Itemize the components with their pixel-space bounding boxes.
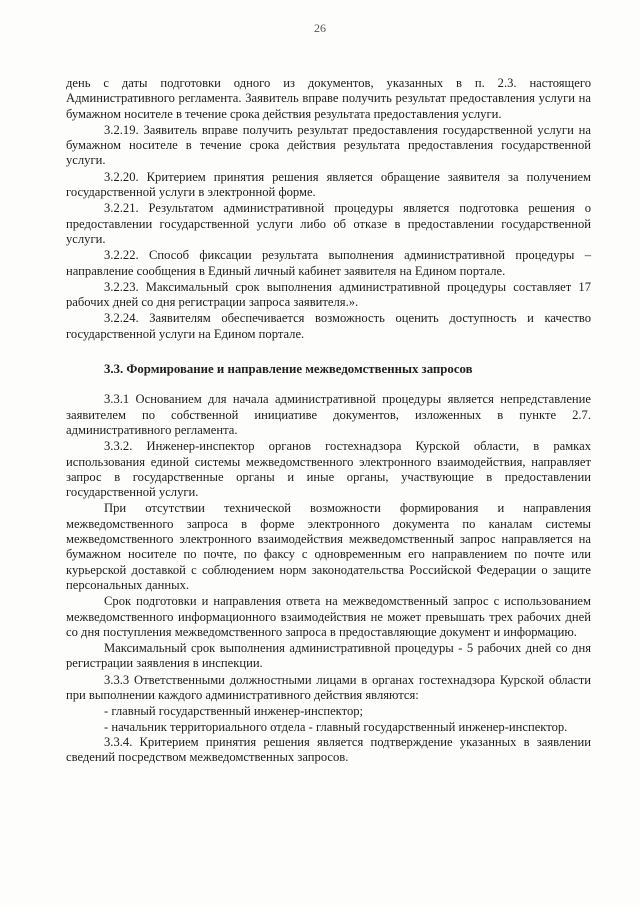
list-item: - начальник территориального отдела - главный государственный инженер-инспектор.	[104, 719, 568, 734]
paragraph-no-technical-possibility: При отсутствии технической возможности формирования и направления межведомственного запроса в форме электронного документа по каналам системы межведомственного электронного взаимодействия межведомственный запрос направляется на бумажном носителе по почте, по факсу с одновременным его направлением по почте или курьерской доставкой с соблюдением норм законодательства Российской Федерации о защите персональных данных.	[66, 501, 591, 592]
paragraph-3-2-22: 3.2.22. Способ фиксации результата выполнения административной процедуры – направление сообщения в Единый личный кабинет заявителя на Едином портале.	[66, 248, 591, 278]
paragraph: день с даты подготовки одного из документов, указанных в п. 2.3. настоящего Административного регламента. Заявитель вправе получить результат предоставления услуги на бумажном носителе в течение срока действия результата предоставления услуги.	[66, 76, 591, 121]
paragraph-3-2-24: 3.2.24. Заявителям обеспечивается возможность оценить доступность и качество государственной услуги на Едином портале.	[66, 311, 591, 341]
paragraph-3-2-23: 3.2.23. Максимальный срок выполнения административной процедуры составляет 17 рабочих дней со дня регистрации запроса заявителя.».	[66, 279, 591, 310]
page-number: 26	[314, 21, 326, 35]
paragraph-3-3-2: 3.3.2. Инженер-инспектор органов гостехнадзора Курской области, в рамках использования единой системы межведомственного электронного взаимодействия, направляет запрос в государственные органы и иные органы, участвующие в предоставлении государственной услуги.	[66, 439, 591, 500]
paragraph-max-duration: Максимальный срок выполнения административной процедуры - 5 рабочих дней со дня регистрации заявления в инспекции.	[66, 641, 591, 671]
paragraph-3-3-4: 3.3.4. Критерием принятия решения является подтверждение указанных в заявлении сведений посредством межведомственных запросов.	[66, 734, 591, 765]
paragraph-3-2-21: 3.2.21. Результатом административной процедуры является подготовка решения о предоставлении государственной услуги либо об отказе в предоставлении государственной услуги.	[66, 201, 591, 246]
paragraph-3-2-19: 3.2.19. Заявитель вправе получить результат предоставления государственной услуги на бумажном носителе в течение срока действия результата предоставления государственной услуги.	[66, 122, 591, 168]
section-heading-3-3: 3.3. Формирование и направление межведомственных запросов	[104, 362, 473, 377]
list-item: - главный государственный инженер-инспектор;	[104, 704, 364, 719]
paragraph-3-3-1: 3.3.1 Основанием для начала административной процедуры является непредставление заявителем по собственной инициативе документов, изложенных в пункте 2.7. административного регламента.	[66, 392, 591, 437]
document-body	[66, 76, 591, 766]
paragraph-3-3-3: 3.3.3 Ответственными должностными лицами в органах гостехнадзора Курской области при выполнении каждого административного действия являются:	[66, 672, 591, 702]
paragraph-3-2-20: 3.2.20. Критерием принятия решения является обращение заявителя за получением государственной услуги в электронной форме.	[66, 169, 591, 200]
paragraph-response-deadline: Срок подготовки и направления ответа на межведомственный запрос с использованием межведомственного информационного взаимодействия не может превышать трех рабочих дней со дня поступления межведомственного запроса в предоставляющие документ и информацию.	[66, 594, 591, 639]
